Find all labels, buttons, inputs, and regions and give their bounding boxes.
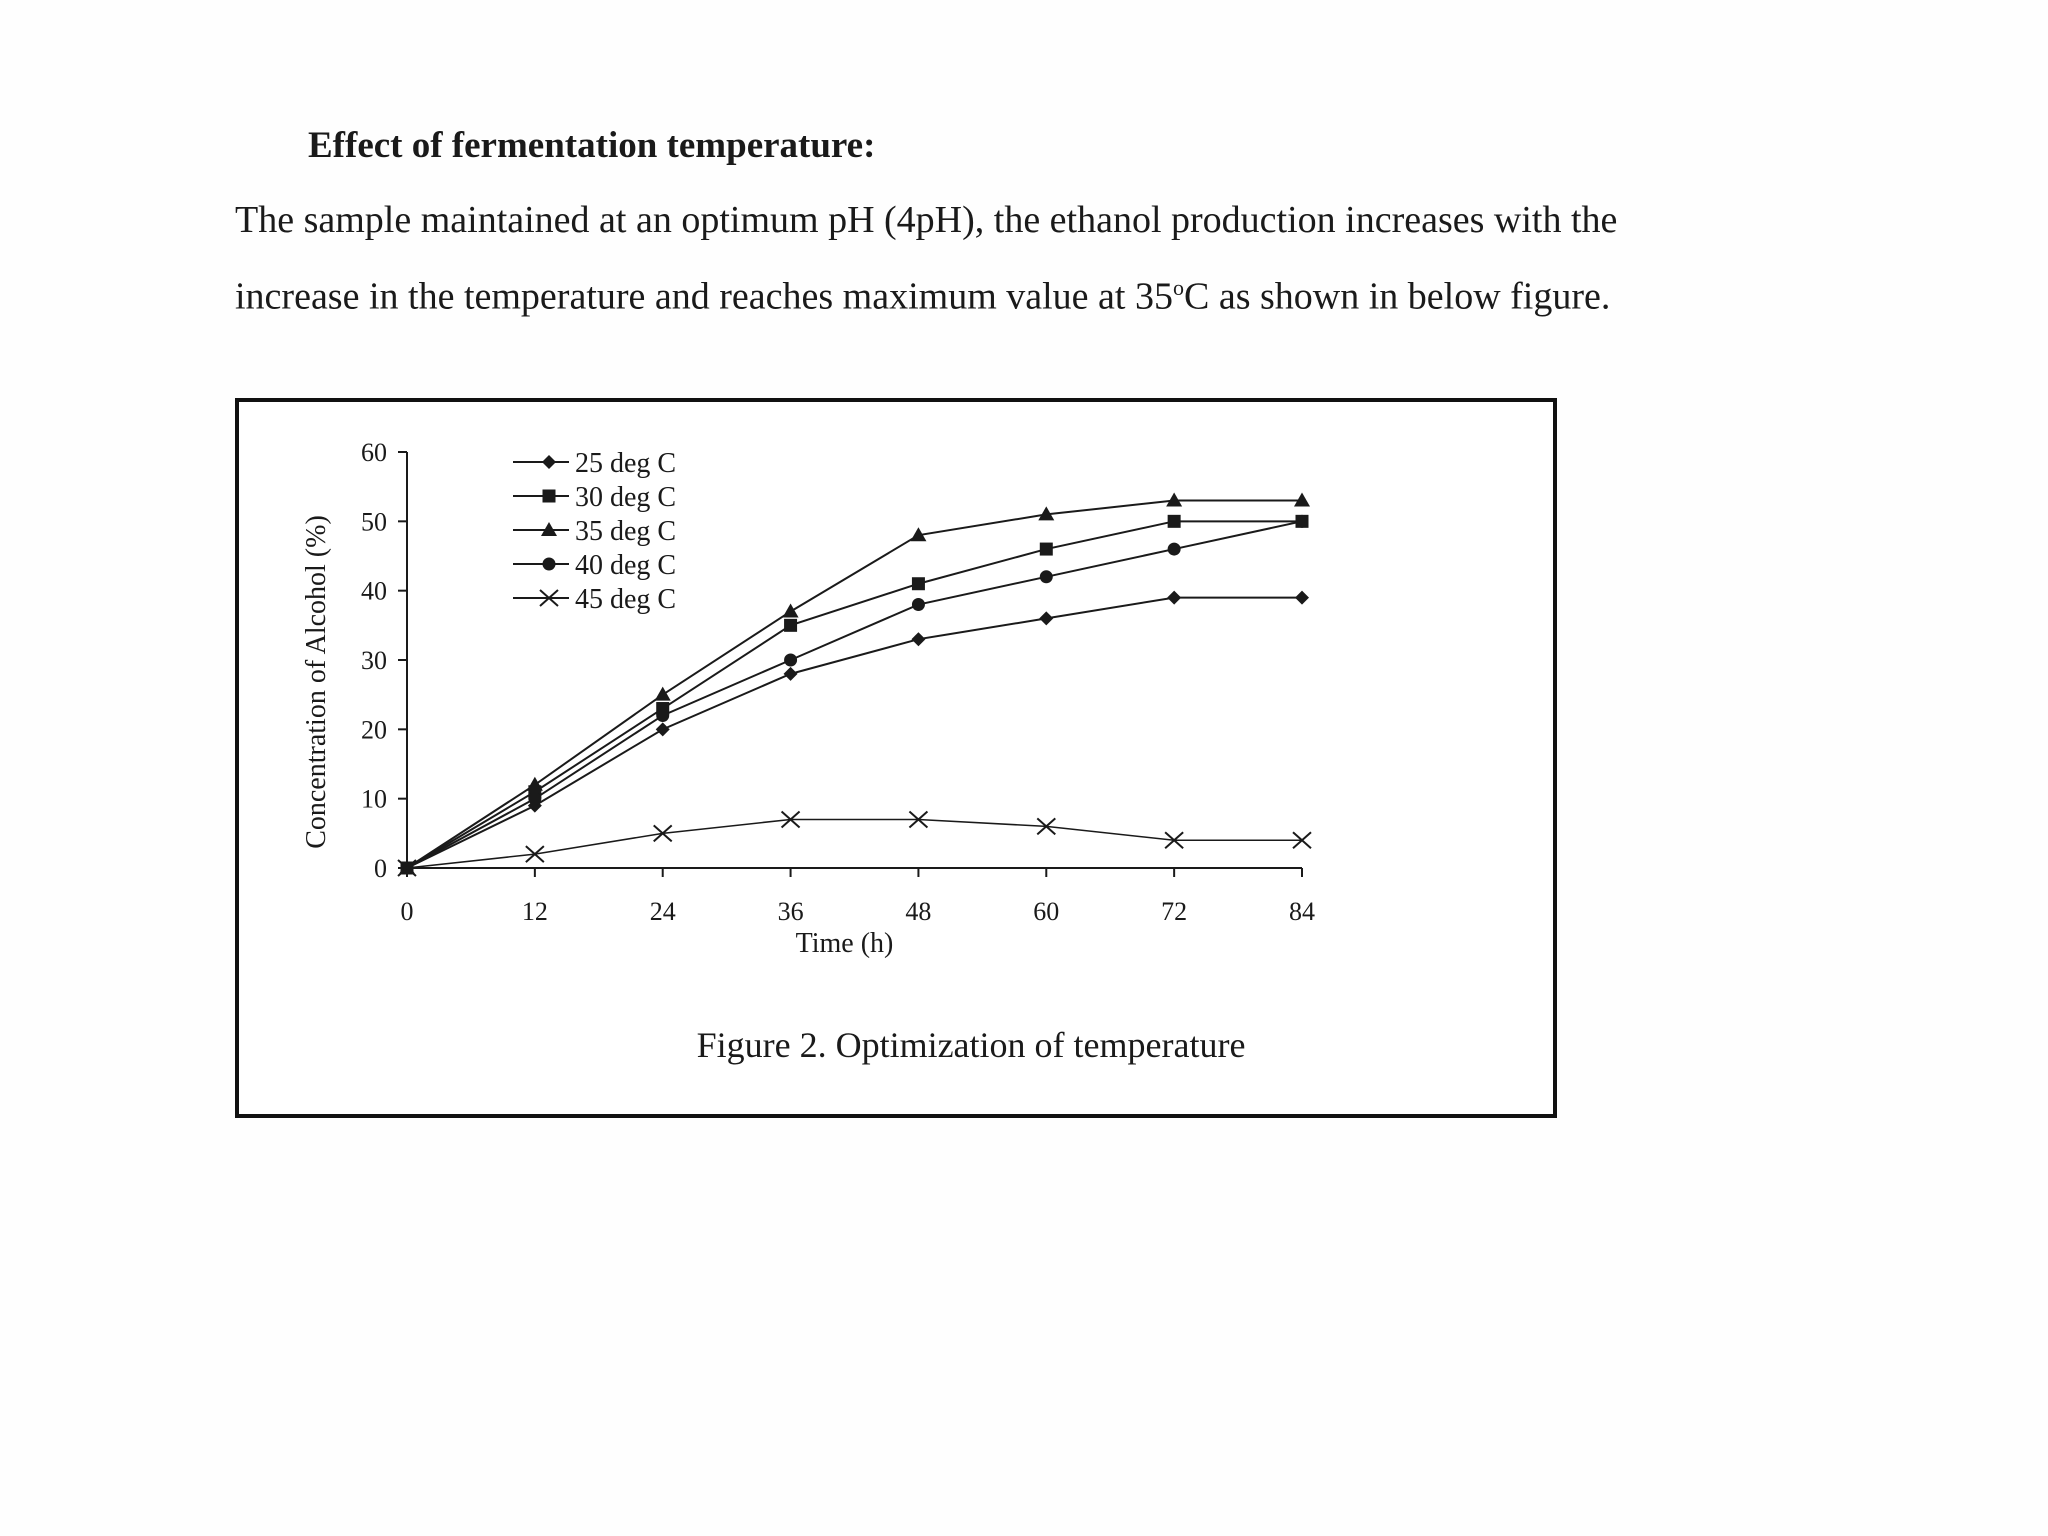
data-point-triangle — [783, 603, 799, 617]
data-point-triangle — [1294, 493, 1310, 507]
legend-label: 30 deg C — [575, 482, 677, 513]
series-line-25-deg-C — [407, 598, 1302, 868]
x-tick-label: 48 — [905, 897, 932, 926]
x-tick-label: 36 — [777, 897, 804, 926]
x-tick-label: 24 — [649, 897, 676, 926]
data-point-circle — [1040, 570, 1053, 583]
data-point-triangle — [1166, 493, 1182, 507]
legend-label: 40 deg C — [575, 550, 677, 581]
data-point-triangle — [655, 687, 671, 701]
section-heading: Effect of fermentation temperature: — [308, 125, 876, 166]
x-axis-title: Time (h) — [795, 928, 894, 959]
figure-frame — [235, 398, 1557, 1118]
y-tick-label: 30 — [361, 646, 387, 675]
legend-label: 25 deg C — [575, 448, 677, 479]
paragraph-text-end: C as shown in below figure. — [1183, 275, 1611, 318]
data-point-diamond — [911, 632, 925, 646]
data-point-square — [784, 619, 797, 632]
data-point-diamond — [784, 667, 798, 681]
data-point-circle — [1168, 543, 1181, 556]
x-tick-label: 84 — [1289, 897, 1315, 926]
data-point-square — [1168, 515, 1181, 528]
data-point-diamond — [1295, 591, 1309, 605]
degree-superscript: o — [1172, 275, 1184, 300]
y-tick-label: 40 — [361, 576, 387, 606]
data-point-square — [1040, 543, 1053, 556]
y-tick-label: 10 — [361, 784, 387, 814]
y-tick-label: 0 — [374, 854, 387, 883]
y-tick-label: 50 — [361, 507, 387, 537]
data-point-diamond — [1039, 611, 1053, 625]
x-tick-label: 0 — [400, 897, 414, 926]
y-tick-label: 20 — [361, 715, 387, 745]
data-point-square — [912, 577, 925, 590]
body-paragraph — [235, 186, 1655, 331]
paragraph-text: The sample maintained at an optimum pH (4pH), the ethanol production increases with the increase in the temperature and reaches maximum value at 35 — [235, 199, 1618, 318]
y-axis-title: Concentration of Alcohol (%) — [301, 515, 332, 849]
data-point-diamond — [656, 722, 670, 736]
line-chart — [239, 402, 1553, 1002]
data-point-diamond — [1167, 591, 1181, 605]
legend-marker-square — [543, 490, 556, 503]
figure-caption: Figure 2. Optimization of temperature — [696, 1025, 1246, 1065]
legend-marker-diamond — [542, 455, 556, 469]
legend-label: 35 deg C — [575, 516, 677, 547]
legend-marker-circle — [543, 558, 556, 571]
data-point-circle — [656, 709, 669, 722]
x-tick-label: 72 — [1161, 897, 1188, 926]
data-point-circle — [912, 598, 925, 611]
y-tick-label: 60 — [361, 438, 387, 467]
data-point-circle — [1296, 515, 1309, 528]
data-point-triangle — [527, 777, 543, 791]
legend-label: 45 deg C — [575, 584, 677, 615]
series-line-35-deg-C — [407, 501, 1302, 868]
x-tick-label: 12 — [521, 897, 548, 926]
data-point-circle — [784, 654, 797, 667]
x-tick-label: 60 — [1033, 897, 1060, 926]
data-point-circle — [528, 792, 541, 805]
